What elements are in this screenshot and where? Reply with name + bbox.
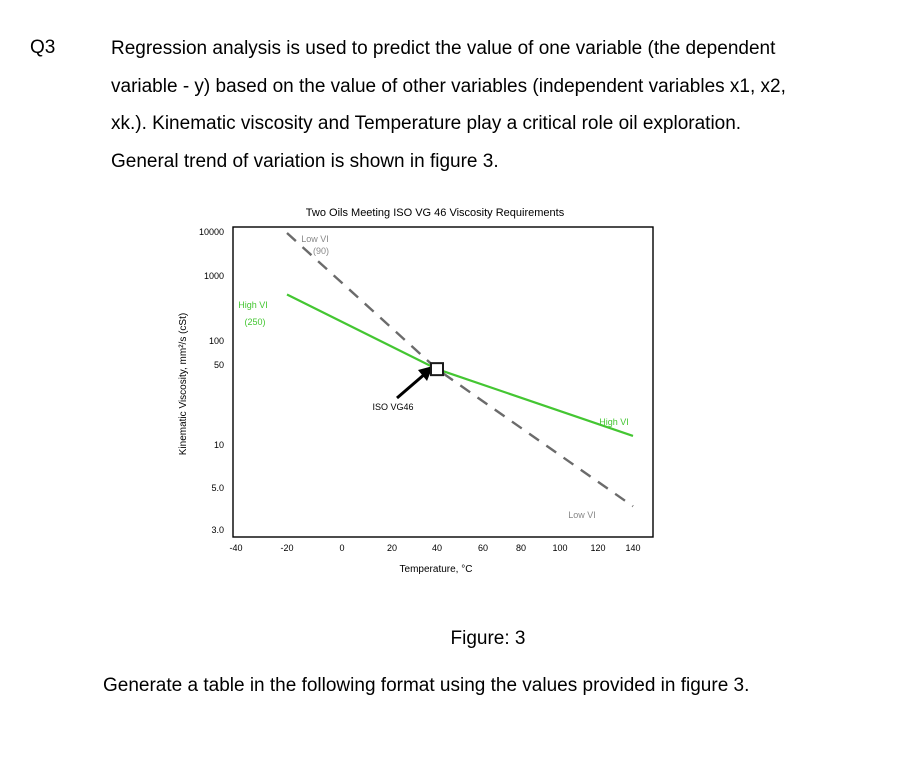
- instruction-text: Generate a table in the following format using the values provided in figure 3.: [103, 675, 750, 696]
- x-tick-label: 80: [515, 543, 527, 553]
- y-tick-labels: [199, 227, 224, 535]
- iso-vg46-marker: [431, 363, 443, 375]
- x-tick-label: 20: [386, 543, 398, 553]
- y-tick-label: 5.0: [211, 483, 224, 493]
- iso-vg46-point: [431, 363, 443, 375]
- question-text: [111, 30, 831, 180]
- annotation-low-vi-right: Low VI: [568, 510, 596, 520]
- x-tick-labels: [229, 543, 640, 553]
- question-number: Q3: [30, 37, 56, 58]
- annotation-high-vi-250-sub: (250): [244, 317, 266, 327]
- y-tick-label: 3.0: [211, 525, 224, 535]
- question-line: Regression analysis is used to predict the value of one variable (the dependent: [111, 38, 776, 59]
- high-vi-line: [287, 295, 633, 436]
- y-tick-label: 1000: [203, 271, 224, 281]
- series-lines: [287, 233, 633, 506]
- x-tick-label: -40: [229, 543, 243, 553]
- plot-frame: [233, 227, 653, 537]
- question-line: variable - y) based on the value of other variables (independent variables x1, x2,: [111, 75, 786, 97]
- x-tick-label: 140: [625, 543, 641, 553]
- annotation-iso-vg46: ISO VG46: [372, 402, 414, 412]
- question-line: General trend of variation is shown in figure 3.: [111, 150, 499, 172]
- x-tick-label: -20: [280, 543, 294, 553]
- annotation-high-vi-250: High VI: [238, 300, 268, 310]
- y-tick-label: 50: [213, 360, 224, 370]
- annotation-low-vi-90: Low VI: [301, 234, 329, 244]
- x-axis-label: Temperature, °C: [399, 564, 473, 575]
- chart-title: Two Oils Meeting ISO VG 46 Viscosity Requirements: [305, 207, 565, 219]
- annotation-high-vi-right: High VI: [599, 417, 629, 427]
- y-tick-label: 100: [208, 336, 224, 346]
- y-axis-label: Kinematic Viscosity, mm²/s (cSt): [178, 312, 189, 456]
- x-tick-label: 0: [339, 543, 345, 553]
- y-tick-label: 10: [213, 440, 224, 450]
- annotation-low-vi-90-sub: (90): [312, 246, 330, 256]
- x-tick-label: 40: [431, 543, 443, 553]
- figure-caption: Figure: 3: [450, 628, 526, 649]
- x-tick-label: 60: [477, 543, 489, 553]
- marker-arrow: [397, 373, 426, 398]
- x-tick-label: 120: [590, 543, 606, 553]
- x-tick-label: 100: [552, 543, 568, 553]
- low-vi-line: [287, 233, 633, 506]
- marker-arrowhead: [418, 366, 433, 381]
- question-line: xk.). Kinematic viscosity and Temperature play a critical role oil exploration.: [111, 113, 742, 134]
- y-tick-label: 10000: [198, 227, 224, 237]
